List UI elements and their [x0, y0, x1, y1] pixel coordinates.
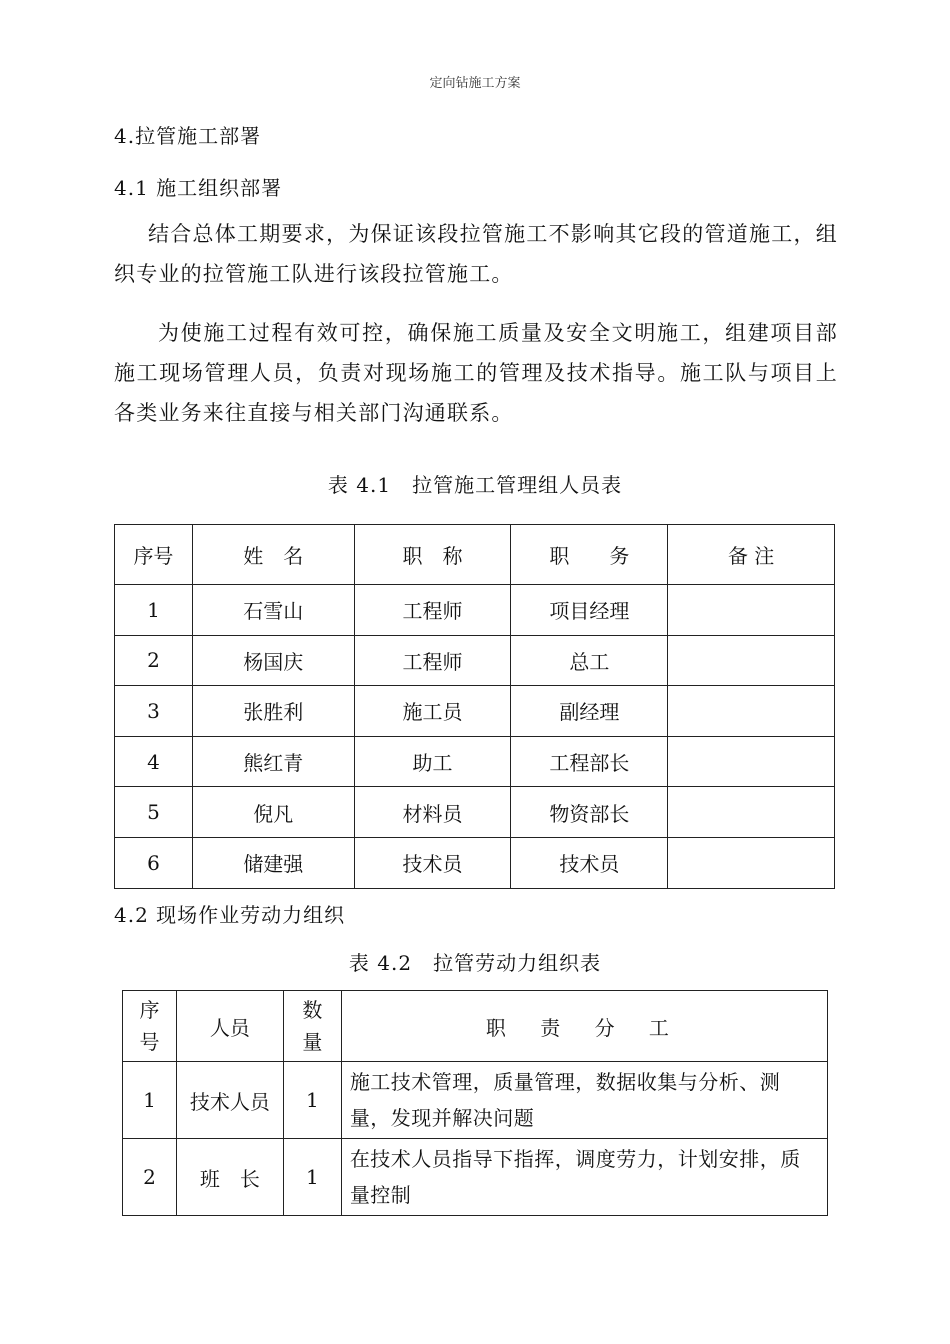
header-cell: 备 注 — [668, 525, 835, 585]
staff-table — [114, 524, 835, 889]
header-cell: 姓 名 — [192, 525, 354, 585]
section-4-2-title: 4.2 现场作业劳动力组织 — [114, 903, 346, 927]
table-cell: 物资部长 — [511, 787, 668, 838]
table-cell: 张胜利 — [192, 686, 354, 737]
header-cell: 职 称 — [354, 525, 511, 585]
table-header-row — [115, 525, 835, 585]
table-cell: 石雪山 — [192, 585, 354, 636]
table-row — [115, 736, 835, 787]
table-row — [115, 635, 835, 686]
table-cell: 在技术人员指导下指挥，调度劳力，计划安排，质量控制 — [341, 1139, 827, 1216]
table-1-caption: 表 4.1 拉管施工管理组人员表 — [327, 473, 623, 497]
header-cell: 数量 — [283, 991, 341, 1062]
table-cell: 施工员 — [354, 686, 511, 737]
table-cell: 总工 — [511, 635, 668, 686]
table-cell: 副经理 — [511, 686, 668, 737]
table-cell — [668, 686, 835, 737]
table-cell: 1 — [283, 1062, 341, 1139]
table-row — [115, 585, 835, 636]
table-header-row — [123, 991, 828, 1062]
labor-table — [122, 990, 828, 1216]
table-row — [123, 1062, 828, 1139]
section-4-1-title: 4.1 施工组织部署 — [114, 176, 283, 200]
table-row — [115, 686, 835, 737]
table-cell: 储建强 — [192, 837, 354, 888]
table-cell — [668, 635, 835, 686]
header-cell: 人员 — [176, 991, 283, 1062]
table-cell: 技术人员 — [176, 1062, 283, 1139]
table-cell: 班 长 — [176, 1139, 283, 1216]
table-cell: 1 — [283, 1139, 341, 1216]
table-cell: 2 — [123, 1139, 177, 1216]
table-row — [115, 837, 835, 888]
paragraph-1: 结合总体工期要求，为保证该段拉管施工不影响其它段的管道施工，组织专业的拉管施工队进行该段拉管施工。 — [114, 222, 838, 286]
table-cell: 工程师 — [354, 635, 511, 686]
table-cell: 6 — [115, 837, 193, 888]
header-cell: 序号 — [115, 525, 193, 585]
table-cell: 材料员 — [354, 787, 511, 838]
table-cell: 工程师 — [354, 585, 511, 636]
paragraph-2: 为使施工过程有效可控，确保施工质量及安全文明施工，组建项目部施工现场管理人员，负责对现场施工的管理及技术指导。施工队与项目上各类业务来往直接与相关部门沟通联系。 — [114, 321, 838, 425]
table-cell: 项目经理 — [511, 585, 668, 636]
table-row — [123, 1139, 828, 1216]
table-cell: 4 — [115, 736, 193, 787]
table-cell: 5 — [115, 787, 193, 838]
table-cell — [668, 787, 835, 838]
header-cell: 职 责 分 工 — [341, 991, 827, 1062]
page-header: 定向钻施工方案 — [429, 76, 521, 91]
table-cell: 熊红青 — [192, 736, 354, 787]
table-cell: 杨国庆 — [192, 635, 354, 686]
table-cell: 3 — [115, 686, 193, 737]
table-cell — [668, 585, 835, 636]
table-cell: 技术员 — [354, 837, 511, 888]
header-cell: 职 务 — [511, 525, 668, 585]
table-cell: 助工 — [354, 736, 511, 787]
header-cell: 序号 — [123, 991, 177, 1062]
table-cell: 技术员 — [511, 837, 668, 888]
table-2-caption: 表 4.2 拉管劳动力组织表 — [348, 951, 602, 975]
table-cell: 施工技术管理，质量管理，数据收集与分析、测量，发现并解决问题 — [341, 1062, 827, 1139]
table-cell — [668, 837, 835, 888]
table-cell — [668, 736, 835, 787]
section-4-title: 4.拉管施工部署 — [114, 124, 262, 148]
table-cell: 2 — [115, 635, 193, 686]
table-cell: 倪凡 — [192, 787, 354, 838]
table-cell: 1 — [115, 585, 193, 636]
table-cell: 1 — [123, 1062, 177, 1139]
table-row — [115, 787, 835, 838]
table-cell: 工程部长 — [511, 736, 668, 787]
